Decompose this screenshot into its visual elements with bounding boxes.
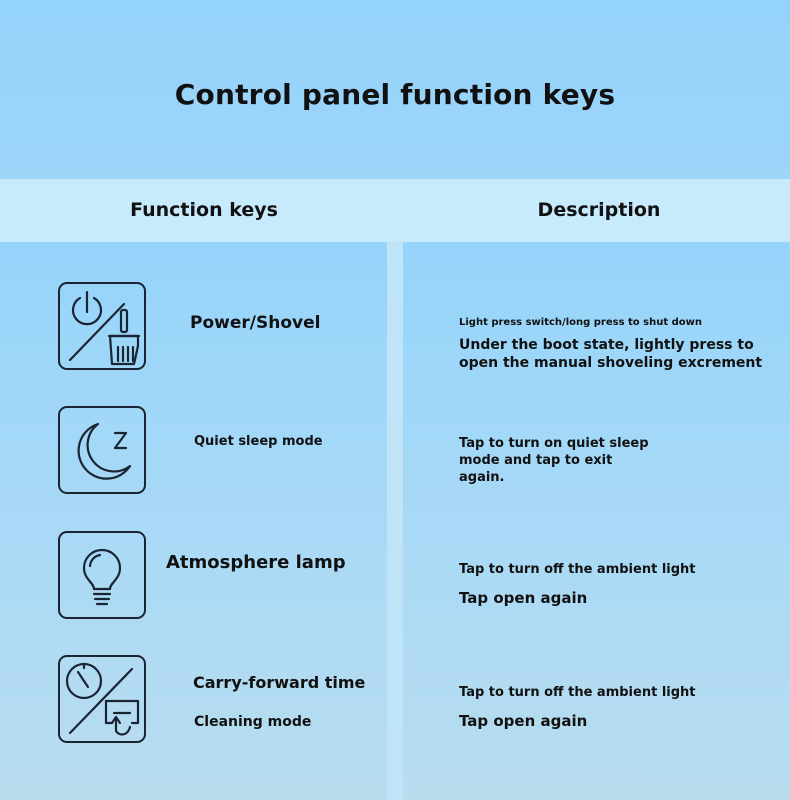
key-label-cleaning-mode: Cleaning mode — [194, 714, 312, 730]
timer-cleaning-icon — [58, 655, 146, 743]
column-header-keys: Function keys — [130, 199, 278, 221]
desc-quiet-sleep-line1: Tap to turn on quiet sleep — [459, 436, 649, 451]
desc-power-shovel-note: Light press switch/long press to shut down — [459, 317, 702, 328]
key-label-quiet-sleep: Quiet sleep mode — [194, 434, 323, 449]
desc-carry-forward-line1: Tap to turn off the ambient light — [459, 685, 696, 700]
key-label-carry-forward-time: Carry-forward time — [193, 673, 366, 692]
column-header-description: Description — [537, 199, 661, 221]
desc-quiet-sleep-line3: again. — [459, 470, 505, 485]
key-label-atmosphere-lamp: Atmosphere lamp — [166, 552, 346, 573]
power-shovel-icon — [58, 282, 146, 370]
moon-sleep-icon — [58, 406, 146, 494]
desc-power-shovel-line1: Under the boot state, lightly press to — [459, 337, 754, 353]
lightbulb-icon — [58, 531, 146, 619]
column-divider — [387, 242, 403, 800]
desc-atmosphere-line2: Tap open again — [459, 589, 588, 607]
desc-power-shovel-line2: open the manual shoveling excrement — [459, 355, 763, 371]
desc-atmosphere-line1: Tap to turn off the ambient light — [459, 562, 696, 577]
key-label-power-shovel: Power/Shovel — [190, 313, 321, 333]
desc-quiet-sleep-line2: mode and tap to exit — [459, 453, 613, 468]
page-title: Control panel function keys — [174, 78, 616, 111]
desc-carry-forward-line2: Tap open again — [459, 712, 588, 730]
